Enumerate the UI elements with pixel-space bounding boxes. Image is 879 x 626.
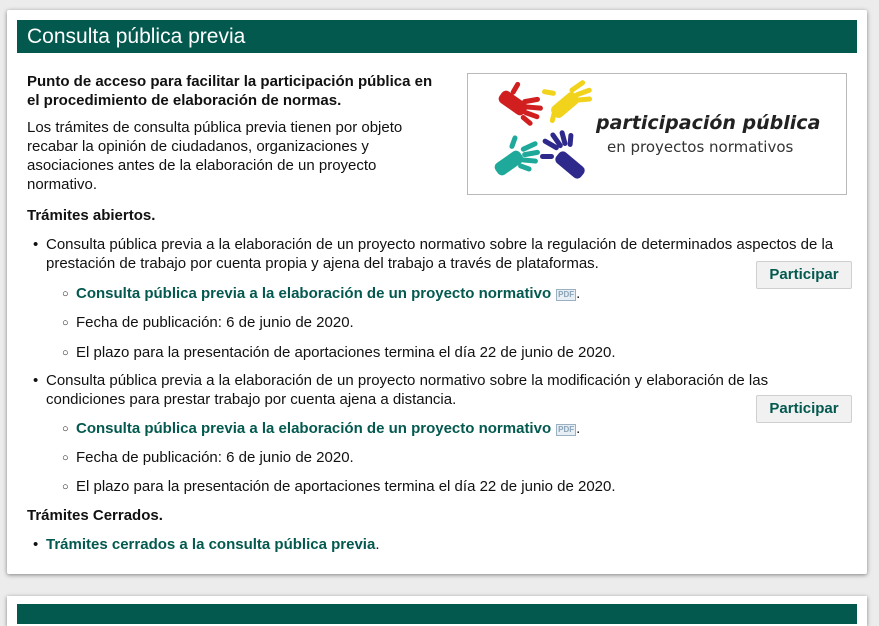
item-description: Consulta pública previa a la elaboración de un proyecto normativo sobre la modificación y elaboración de las condiciones para prestar trabajo por cuenta ajena a distancia. bbox=[46, 372, 769, 408]
intro-description: Los trámites de consulta pública previa tienen por objeto recabar la opinión de ciudadanos, organizaciones y asociaciones antes de la elaboración de un proyecto normativo. bbox=[27, 119, 403, 193]
list-item bbox=[76, 343, 616, 362]
list-item: ○ Consulta pública previa a la elaboración de un proyecto normativo PDF . bbox=[76, 419, 580, 438]
deadline: El plazo para la presentación de aportaciones termina el día 22 de junio de 2020. bbox=[76, 344, 616, 361]
pdf-icon[interactable]: PDF bbox=[558, 290, 575, 299]
participacion-publica-logo bbox=[467, 73, 847, 195]
intro bbox=[27, 72, 447, 194]
participar-button[interactable]: Participar bbox=[756, 261, 852, 289]
publication-date: Fecha de publicación: 6 de junio de 2020. bbox=[76, 449, 354, 466]
next-card-header bbox=[17, 604, 857, 624]
item-description: Consulta pública previa a la elaboración de un proyecto normativo sobre la regulación de determinados aspectos de la prestación de trabajo por cuenta propia y ajena del trabajo a través de plataformas. bbox=[46, 236, 834, 272]
pdf-icon[interactable]: PDF bbox=[558, 425, 575, 434]
hands-icon bbox=[476, 76, 606, 196]
list-item: ○ Consulta pública previa a la elaboración de un proyecto normativo PDF . bbox=[76, 284, 580, 303]
intro-lead: Punto de acceso para facilitar la participación pública en el procedimiento de elaboración de normas. bbox=[27, 73, 433, 109]
participar-button[interactable]: Participar bbox=[756, 395, 852, 423]
consulta-card bbox=[7, 10, 867, 574]
open-section-title: Trámites abiertos. bbox=[27, 207, 156, 224]
document-link[interactable]: Consulta pública previa a la elaboración de un proyecto normativo bbox=[76, 420, 552, 437]
logo-subtitle: en proyectos normativos bbox=[607, 138, 794, 156]
document-link[interactable]: Consulta pública previa a la elaboración de un proyecto normativo bbox=[76, 285, 552, 302]
list-item bbox=[46, 235, 851, 273]
publication-date: Fecha de publicación: 6 de junio de 2020. bbox=[76, 314, 354, 331]
closed-procedures-link[interactable]: Trámites cerrados a la consulta pública previa bbox=[46, 536, 376, 553]
list-item bbox=[76, 448, 354, 467]
closed-section-title: Trámites Cerrados. bbox=[27, 507, 163, 524]
list-item bbox=[46, 371, 836, 409]
logo-title: participación pública bbox=[596, 112, 821, 134]
deadline: El plazo para la presentación de aportaciones termina el día 22 de junio de 2020. bbox=[76, 478, 616, 495]
list-item: • Trámites cerrados a la consulta pública previa. bbox=[46, 535, 379, 554]
next-card bbox=[7, 596, 867, 626]
card-title: Consulta pública previa bbox=[17, 20, 857, 53]
list-item bbox=[76, 477, 616, 496]
list-item bbox=[76, 313, 354, 332]
